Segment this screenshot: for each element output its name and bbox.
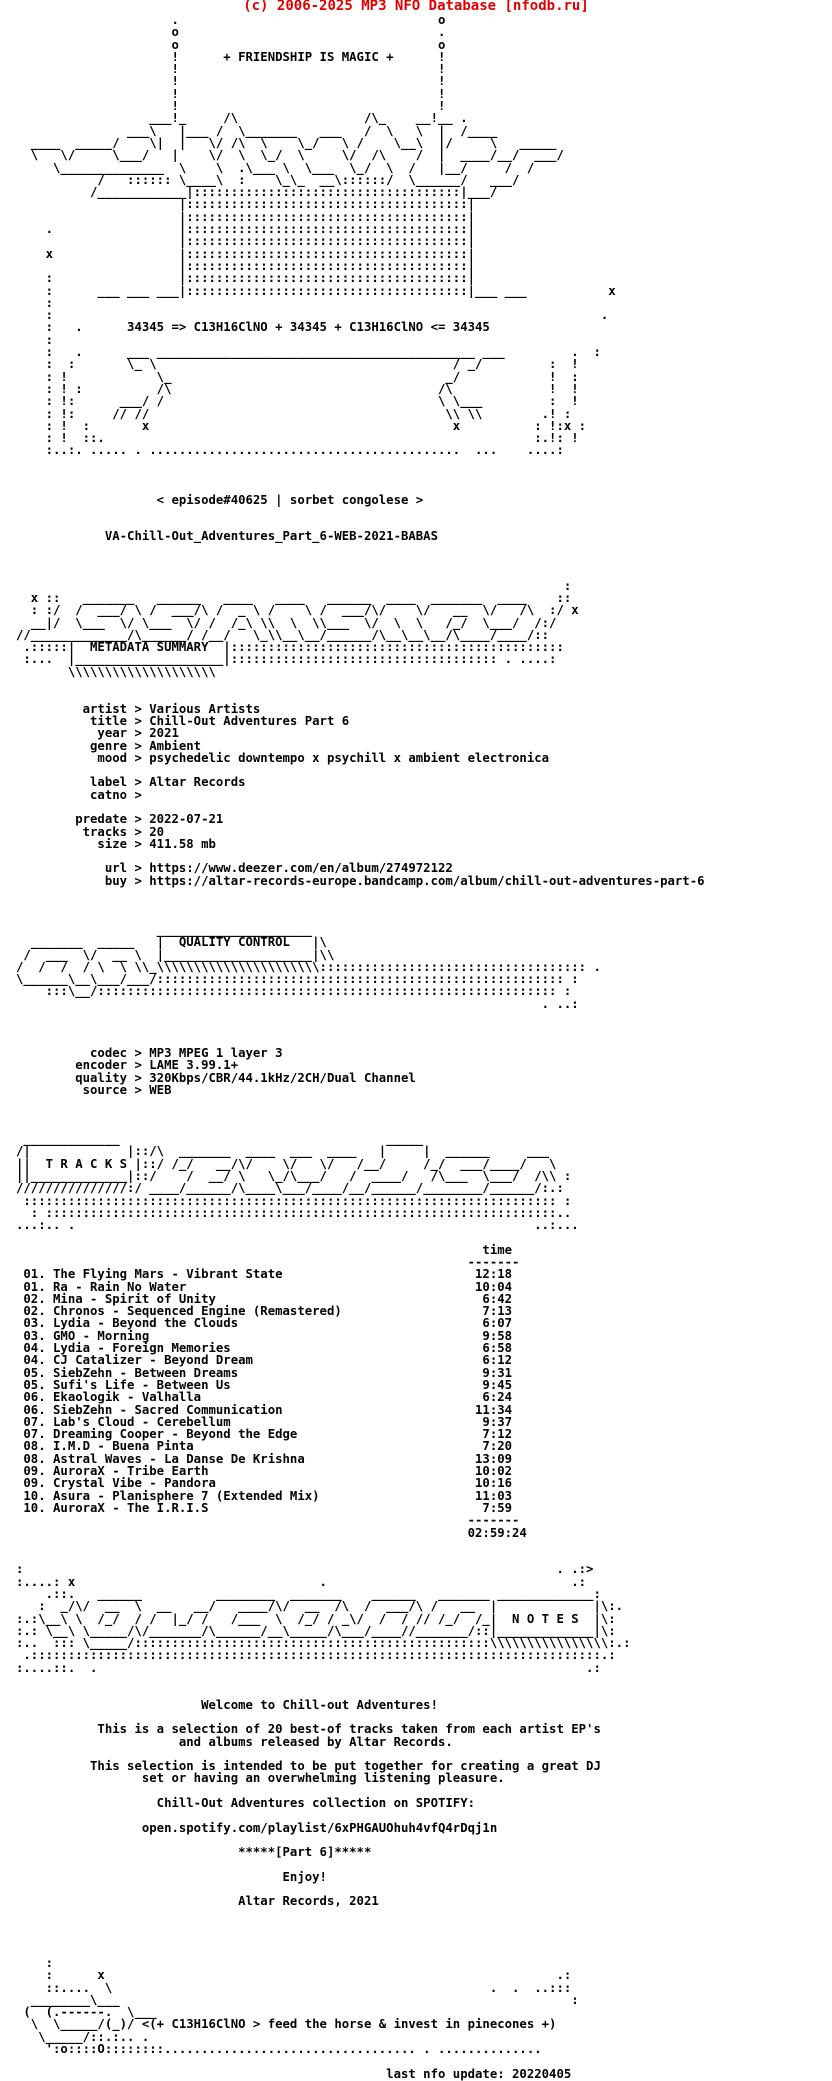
- nfo-line: 06. Ekaologik - Valhalla 6:24: [16, 1390, 513, 1405]
- nfo-line: //_____________/\______/ /__/ \_\\__\__/______/\__\__\__/\____/____/::: [16, 627, 550, 642]
- nfo-line: open.spotify.com/playlist/6xPHGAUOhuh4vfQ4rDqj1n: [16, 1820, 498, 1835]
- nfo-line: |::::::::::::::::::::::::::::::::::::::|: [16, 258, 476, 273]
- site-copyright-header[interactable]: (c) 2006-2025 MP3 NFO Database [nfodb.ru]: [243, 0, 589, 14]
- nfo-line: 09. Crystal Vibe - Pandora 10:16: [16, 1476, 513, 1491]
- nfo-line: . ..:: [16, 996, 579, 1011]
- nfo-line: :: [16, 1955, 54, 1970]
- nfo-line: ( (.------. \___: [16, 2005, 157, 2020]
- nfo-line: :.. ::: \_____/::::::::::::::::::::::::::::::::::::::::::::::::\\\\\\\\\\\\\\\\:.:: [16, 1636, 631, 1651]
- nfo-line: 10. AuroraX - The I.R.I.S 7:59: [16, 1500, 513, 1515]
- nfo-line: : : \_ \ / _/ : !: [16, 357, 579, 372]
- nfo-line: ! !: [16, 62, 446, 77]
- nfo-line: codec > MP3 MPEG 1 layer 3: [16, 1045, 283, 1060]
- nfo-line: \ \/ \___/ | \/ \ \_/ \ \/ /\ / | ____/__/ ___/: [16, 148, 564, 163]
- nfo-line: set or having an overwhelming listening pleasure.: [16, 1771, 505, 1786]
- nfo-line: 01. Ra - Rain No Water 10:04: [16, 1279, 513, 1294]
- nfo-line: 04. CJ Catalizer - Beyond Dream 6:12: [16, 1353, 513, 1368]
- nfo-line: .:::::::::::::::::::::::::::::::::::::::::::::::::::::::::::::::::::::::::::::.:: [16, 1648, 616, 1663]
- nfo-line: ':o::::O::::::::.................................. . ..............: [16, 2041, 542, 2056]
- nfo-line: 08. Astral Waves - La Danse De Krishna 13:09: [16, 1451, 513, 1466]
- nfo-line: / ___ \/ __ \ |____________________|\\: [16, 947, 335, 962]
- nfo-line: : . .:>: [16, 1562, 594, 1577]
- nfo-line: url > https://www.deezer.com/en/album/274972122: [16, 861, 453, 876]
- nfo-line: : !: ___/ / \ \___ : !: [16, 394, 579, 409]
- nfo-line: \ \_____/(_)/ <(+ C13H16ClNO > feed the horse & invest in pinecones +): [16, 2017, 557, 2032]
- nfo-line: This selection is intended to be put together for creating a great DJ: [16, 1759, 601, 1774]
- nfo-line: 06. SiebZehn - Sacred Communication 11:34: [16, 1402, 513, 1417]
- nfo-line: || T R A C K S |::/ /_/ __/\/ \/ \/ /__/ /_/ ___/____/ \: [16, 1156, 557, 1171]
- nfo-line: genre > Ambient: [16, 738, 202, 753]
- nfo-line: o .: [16, 25, 446, 40]
- nfo-line: ! !: [16, 74, 446, 89]
- nfo-line: title > Chill-Out Adventures Part 6: [16, 713, 350, 728]
- nfo-line: ...:.. . ..:...: [16, 1218, 579, 1233]
- nfo-line: : _/\/ __ \ __ __/ ____/\/ __ /\ / ___/\ / __ | |\:.: [16, 1599, 624, 1614]
- nfo-line: _____________ _____: [16, 1132, 424, 1147]
- nfo-line: |::::::::::::::::::::::::::::::::::::::|: [16, 197, 476, 212]
- nfo-line: x |::::::::::::::::::::::::::::::::::::::|: [16, 246, 476, 261]
- nfo-line: . o: [16, 13, 446, 27]
- nfo-line: ||_____________|::/ / __/ \ \_/\___/ / ____/ /\___ \___/ /\\ :: [16, 1168, 572, 1183]
- nfo-line: \_____/::.:.. .: [16, 2029, 150, 2044]
- nfo-line: : :::::::::::::::::::::::::::::::::::::::::::::::::::::::::::::::::::::..: [16, 1205, 572, 1220]
- nfo-line: / :::::: \____\ : \_\_ __\::::::/ \______/ ___/: [16, 172, 520, 187]
- nfo-line: Chill-Out Adventures collection on SPOTIFY:: [16, 1796, 476, 1811]
- nfo-line: ! !: [16, 99, 446, 114]
- nfo-line: . |::::::::::::::::::::::::::::::::::::::|: [16, 222, 476, 237]
- nfo-line: |::::::::::::::::::::::::::::::::::::::|: [16, 209, 476, 224]
- nfo-line: : !: // // \\ \\ .! :: [16, 406, 572, 421]
- nfo-line: :: [16, 295, 54, 310]
- nfo-line: last nfo update: 20220405: [16, 2066, 572, 2081]
- nfo-line: 05. SiebZehn - Between Dreams 9:31: [16, 1365, 513, 1380]
- nfo-line: VA-Chill-Out_Adventures_Part_6-WEB-2021-BABAS: [16, 529, 438, 544]
- nfo-line: : ___ ___ ___|::::::::::::::::::::::::::::::::::::::|___ ___ x: [16, 283, 616, 298]
- nfo-line: 03. GMO - Morning 9:58: [16, 1328, 513, 1343]
- nfo-line: This is a selection of 20 best-of tracks taken from each artist EP's: [16, 1722, 601, 1737]
- nfo-line: : . ___ ___________________________________________ ___ . :: [16, 345, 601, 360]
- nfo-line: __|/ \___ \/ \___ \/ / /_\ \\ \ \\___ \/ \ \ /_/ \___/ /:/: [16, 615, 557, 630]
- nfo-line: buy > https://altar-records-europe.bandcamp.com/album/chill-out-adventures-part-6: [16, 873, 705, 888]
- nfo-line: \\\\\\\\\\\\\\\\\\\\: [16, 664, 216, 679]
- nfo-line: Welcome to Chill-out Adventures!: [16, 1697, 438, 1712]
- nfo-line: 08. I.M.D - Buena Pinta 7:20: [16, 1439, 513, 1454]
- nfo-line: 05. Sufi's Life - Between Us 9:45: [16, 1377, 513, 1392]
- nfo-line: ___\ |___ / \_______ ___ / \ \ | /____: [16, 123, 498, 138]
- nfo-line: 03. Lydia - Beyond the Clouds 6:07: [16, 1316, 513, 1331]
- nfo-line: x :: _______ ______ ____ ____ ______ ____ _______ ____ ::: [16, 590, 572, 605]
- nfo-line: :: [16, 332, 54, 347]
- nfo-line: 02. Chronos - Sequenced Engine (Remastered) 7:13: [16, 1304, 513, 1319]
- nfo-line: :....::. . .:: [16, 1660, 601, 1675]
- nfo-line: o o: [16, 37, 446, 52]
- nfo-line: tracks > 20: [16, 824, 165, 839]
- nfo-line: :....: x . .:: [16, 1574, 587, 1589]
- nfo-line: ! !: [16, 86, 446, 101]
- nfo-line: artist > Various Artists: [16, 701, 261, 716]
- nfo-line: \______\__\___/___/::::::::::::::::::::::::::::::::::::::::::::::::::::::: :: [16, 972, 579, 987]
- nfo-line: source > WEB: [16, 1082, 172, 1097]
- nfo-line: 09. AuroraX - Tribe Earth 10:02: [16, 1464, 513, 1479]
- nfo-line: : ! : /\ /\ ! !: [16, 381, 579, 396]
- nfo-line: *****[Part 6]*****: [16, 1845, 372, 1860]
- nfo-line: ::.... \ . . ..:::: [16, 1980, 572, 1995]
- nfo-line: /____________|::::::::::::::::::::::::::::::::::::|___/: [16, 185, 498, 200]
- nfo-text-body: [16, 14, 705, 2080]
- nfo-line: 07. Dreaming Cooper - Beyond the Edge 7:12: [16, 1427, 513, 1442]
- nfo-line: Altar Records, 2021: [16, 1894, 379, 1909]
- nfo-line: encoder > LAME 3.99.1+: [16, 1058, 239, 1073]
- nfo-line: and albums released by Altar Records.: [16, 1734, 453, 1749]
- nfo-line: : .: [16, 308, 609, 323]
- nfo-line: : :/ / ___/ \ / ___/\ / _ \ / \ / ___/\/ \/ __ \/ /\ :/ x: [16, 603, 579, 618]
- nfo-line: :..:. ..... . .......................................... ... ....:: [16, 443, 564, 458]
- nfo-line: -------: [16, 1254, 520, 1269]
- nfo-line: 04. Lydia - Foreign Memories 6:58: [16, 1341, 513, 1356]
- nfo-line: 02:59:24: [16, 1525, 527, 1540]
- nfo-line: 07. Lab's Cloud - Cerebellum 9:37: [16, 1414, 513, 1429]
- nfo-line: _____________________: [16, 922, 313, 937]
- nfo-line: _______ _____ | QUALITY CONTROL |\: [16, 935, 327, 950]
- nfo-line: ___!_ /\ /\_ __!__ .: [16, 111, 468, 126]
- nfo-line: : x .:: [16, 1968, 572, 1983]
- nfo-line: ____ _____/ \| | \/ /\ \ \_/ \ / \__\ |/ \ _____: [16, 135, 557, 150]
- nfo-line: mood > psychedelic downtempo x psychill x ambient electronica: [16, 750, 550, 765]
- nfo-line: 10. Asura - Planisphere 7 (Extended Mix) 11:03: [16, 1488, 513, 1503]
- nfo-line: .::. ______ ________ _______ ______ _______ _____________:: [16, 1587, 601, 1601]
- nfo-line: ________\___ :: [16, 1992, 579, 2007]
- nfo-line: < episode#40625 | sorbet congolese >: [16, 492, 424, 507]
- nfo-line: ! + FRIENDSHIP IS MAGIC + !: [16, 49, 446, 64]
- nfo-line: -------: [16, 1513, 520, 1528]
- nfo-line: /| |::/\ _______ ____ ___ ____ | | ______ ___: [16, 1144, 550, 1159]
- nfo-line: catno >: [16, 787, 142, 802]
- nfo-line: :... |____________________|:::::::::::::::::::::::::::::::::::: . ....:: [16, 652, 557, 667]
- nfo-line: :::::::::::::::::::::::::::::::::::::::::::::::::::::::::::::::::::::::: :: [16, 1193, 572, 1208]
- nfo-line: predate > 2022-07-21: [16, 812, 224, 827]
- nfo-line: year > 2021: [16, 726, 179, 741]
- nfo-line: label > Altar Records: [16, 775, 246, 790]
- nfo-line: :.: \__\ \_____/\/_______/\______/__\_____/\___/____//_______/::|_____________|\:: [16, 1623, 616, 1638]
- nfo-line: : ! \_ _/ ! :: [16, 369, 579, 384]
- nfo-line: ///////////////:/ ____/______/\____\___/____/__/______/________/______/:.:: [16, 1181, 564, 1196]
- nfo-line: / / / / \ \ \\_\\\\\\\\\\\\\\\\\\\\\\:::::::::::::::::::::::::::::::::::: .: [16, 959, 601, 974]
- nfo-line: : . 34345 => C13H16ClNO + 34345 + C13H16ClNO <= 34345: [16, 320, 490, 335]
- nfo-line: .:::::| METADATA SUMMARY |:::::::::::::::::::::::::::::::::::::::::::::: [16, 640, 564, 655]
- nfo-line: size > 411.58 mb: [16, 836, 216, 851]
- nfo-line: 02. Mina - Spirit of Unity 6:42: [16, 1291, 513, 1306]
- nfo-line: Enjoy!: [16, 1869, 327, 1884]
- nfo-line: : ! ::. :.!: !: [16, 431, 579, 446]
- nfo-line: quality > 320Kbps/CBR/44.1kHz/2CH/Dual Channel: [16, 1070, 416, 1085]
- nfo-line: : ! : x x : !:x :: [16, 418, 587, 433]
- nfo-line: :.:\__\ \ /_/ / / |_/ / /___ \ /_/ / _\/ / / // /_/ /_| N O T E S |\:: [16, 1611, 616, 1626]
- nfo-line: : |::::::::::::::::::::::::::::::::::::::|: [16, 271, 476, 286]
- nfo-line: :: [16, 578, 572, 593]
- nfo-line: |::::::::::::::::::::::::::::::::::::::|: [16, 234, 476, 249]
- nfo-line: \______________ \ \ .\___ \ \___ \_/ \ / |__/ / /: [16, 160, 535, 175]
- nfo-line: time: [16, 1242, 513, 1257]
- nfo-line: 01. The Flying Mars - Vibrant State 12:18: [16, 1267, 513, 1282]
- nfo-line: :::\__/:::::::::::::::::::::::::::::::::::::::::::::::::::::::::::::: :: [16, 984, 572, 999]
